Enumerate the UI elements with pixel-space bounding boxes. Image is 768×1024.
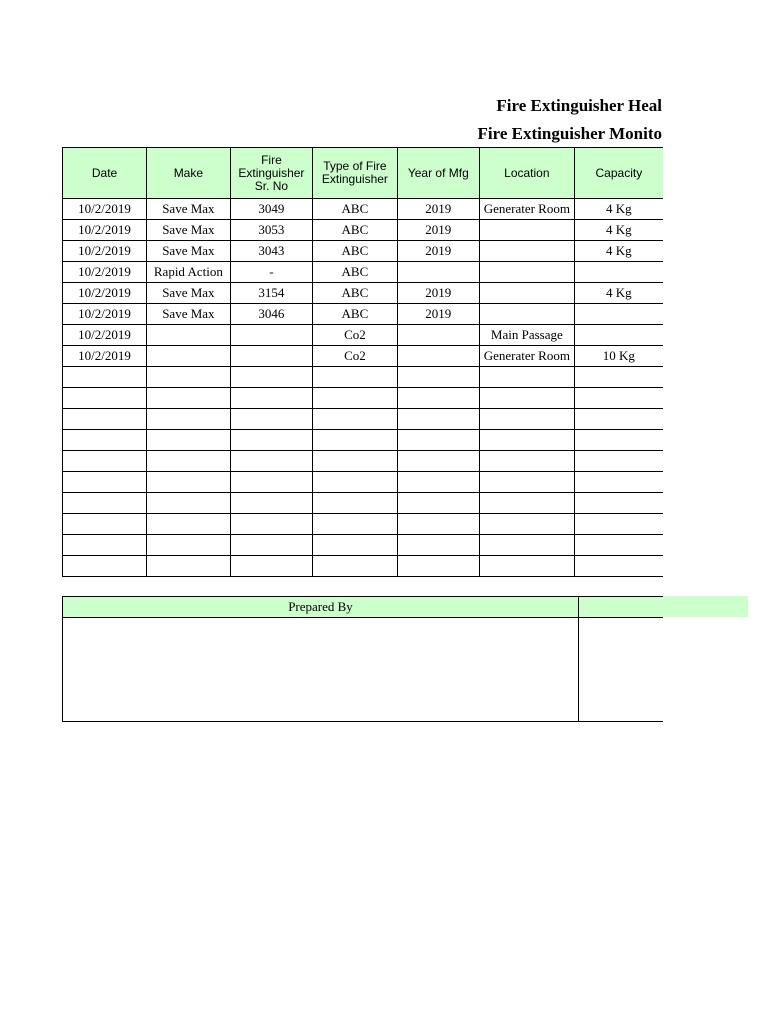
cell-capacity bbox=[574, 388, 663, 409]
cell-type: Co2 bbox=[313, 325, 397, 346]
cell-year-of-mfg bbox=[397, 430, 479, 451]
column-header-serial-no: Fire Extinguisher Sr. No bbox=[230, 148, 313, 199]
cell-capacity bbox=[574, 304, 663, 325]
cell-capacity: 4 Kg bbox=[574, 199, 663, 220]
cell-year-of-mfg: 2019 bbox=[397, 283, 479, 304]
table-row bbox=[63, 220, 664, 241]
cell-serial-no bbox=[230, 451, 313, 472]
cell-serial-no: 3043 bbox=[230, 241, 313, 262]
cell-location bbox=[479, 535, 574, 556]
cell-serial-no bbox=[230, 367, 313, 388]
cell-type: ABC bbox=[313, 304, 397, 325]
cell-serial-no bbox=[230, 535, 313, 556]
cell-location bbox=[479, 472, 574, 493]
cell-capacity bbox=[574, 367, 663, 388]
cell-capacity bbox=[574, 514, 663, 535]
prepared-by-right-box bbox=[578, 617, 663, 722]
cell-year-of-mfg: 2019 bbox=[397, 220, 479, 241]
cell-date bbox=[63, 367, 147, 388]
cell-type bbox=[313, 472, 397, 493]
cell-date bbox=[63, 514, 147, 535]
cell-make bbox=[147, 514, 231, 535]
document-subtitle: Fire Extinguisher Monito bbox=[477, 124, 662, 143]
cell-serial-no bbox=[230, 472, 313, 493]
cell-location bbox=[479, 283, 574, 304]
cell-make bbox=[147, 430, 231, 451]
cell-serial-no bbox=[230, 388, 313, 409]
cell-location: Generater Room bbox=[479, 346, 574, 367]
inspection-table bbox=[62, 147, 663, 577]
table-body bbox=[63, 199, 664, 577]
cell-serial-no bbox=[230, 493, 313, 514]
cell-capacity bbox=[574, 535, 663, 556]
cell-date: 10/2/2019 bbox=[63, 199, 147, 220]
column-header-make: Make bbox=[147, 148, 231, 199]
cell-serial-no: 3154 bbox=[230, 283, 313, 304]
table-row bbox=[63, 262, 664, 283]
cell-location bbox=[479, 304, 574, 325]
cell-date: 10/2/2019 bbox=[63, 241, 147, 262]
cell-make bbox=[147, 556, 231, 577]
table-row bbox=[63, 493, 664, 514]
cell-type bbox=[313, 430, 397, 451]
cell-year-of-mfg bbox=[397, 556, 479, 577]
cell-location bbox=[479, 409, 574, 430]
cell-location bbox=[479, 367, 574, 388]
cell-serial-no: 3053 bbox=[230, 220, 313, 241]
table-row bbox=[63, 304, 664, 325]
cell-year-of-mfg bbox=[397, 388, 479, 409]
column-header-capacity: Capacity bbox=[574, 148, 663, 199]
cell-capacity bbox=[574, 451, 663, 472]
cell-capacity bbox=[574, 325, 663, 346]
document-title: Fire Extinguisher Heal bbox=[496, 96, 662, 115]
cell-date bbox=[63, 409, 147, 430]
cell-location bbox=[479, 388, 574, 409]
table-header-row bbox=[63, 148, 664, 199]
cell-date: 10/2/2019 bbox=[63, 346, 147, 367]
cell-date bbox=[63, 430, 147, 451]
cell-make: Save Max bbox=[147, 283, 231, 304]
cell-date: 10/2/2019 bbox=[63, 325, 147, 346]
cell-type bbox=[313, 451, 397, 472]
cell-location bbox=[479, 493, 574, 514]
cell-date: 10/2/2019 bbox=[63, 304, 147, 325]
table-row bbox=[63, 430, 664, 451]
cell-type bbox=[313, 388, 397, 409]
cell-type: ABC bbox=[313, 199, 397, 220]
cell-type bbox=[313, 367, 397, 388]
cell-make: Save Max bbox=[147, 199, 231, 220]
cell-year-of-mfg bbox=[397, 346, 479, 367]
cell-year-of-mfg bbox=[397, 262, 479, 283]
cell-make bbox=[147, 346, 231, 367]
cell-type: ABC bbox=[313, 262, 397, 283]
cell-make bbox=[147, 325, 231, 346]
cell-serial-no bbox=[230, 409, 313, 430]
cell-location bbox=[479, 451, 574, 472]
table-row bbox=[63, 514, 664, 535]
column-header-type: Type of Fire Extinguisher bbox=[313, 148, 397, 199]
cell-capacity bbox=[574, 430, 663, 451]
cell-date: 10/2/2019 bbox=[63, 283, 147, 304]
cell-year-of-mfg: 2019 bbox=[397, 199, 479, 220]
column-header-location: Location bbox=[479, 148, 574, 199]
cell-year-of-mfg: 2019 bbox=[397, 241, 479, 262]
cell-year-of-mfg bbox=[397, 409, 479, 430]
cell-date bbox=[63, 388, 147, 409]
cell-capacity: 4 Kg bbox=[574, 241, 663, 262]
cell-serial-no bbox=[230, 325, 313, 346]
cell-year-of-mfg bbox=[397, 535, 479, 556]
cell-capacity bbox=[574, 493, 663, 514]
cell-location bbox=[479, 262, 574, 283]
cell-make bbox=[147, 388, 231, 409]
cell-year-of-mfg bbox=[397, 451, 479, 472]
cell-date bbox=[63, 472, 147, 493]
cell-serial-no: - bbox=[230, 262, 313, 283]
cell-year-of-mfg bbox=[397, 325, 479, 346]
cell-location bbox=[479, 220, 574, 241]
cell-make bbox=[147, 535, 231, 556]
cell-type bbox=[313, 514, 397, 535]
prepared-by-header-right-cell bbox=[578, 596, 663, 618]
table-row bbox=[63, 325, 664, 346]
table-row bbox=[63, 451, 664, 472]
table-row bbox=[63, 472, 664, 493]
cell-make bbox=[147, 367, 231, 388]
cell-type: ABC bbox=[313, 283, 397, 304]
cell-date bbox=[63, 535, 147, 556]
cell-capacity bbox=[574, 472, 663, 493]
prepared-by-signature-box bbox=[62, 617, 579, 722]
cell-type bbox=[313, 535, 397, 556]
inspection-table-viewport bbox=[62, 147, 663, 577]
cell-type bbox=[313, 409, 397, 430]
cell-date bbox=[63, 451, 147, 472]
cell-type: Co2 bbox=[313, 346, 397, 367]
cell-date: 10/2/2019 bbox=[63, 220, 147, 241]
column-header-date: Date bbox=[63, 148, 147, 199]
table-row bbox=[63, 535, 664, 556]
cell-location bbox=[479, 241, 574, 262]
table-row bbox=[63, 388, 664, 409]
cell-year-of-mfg bbox=[397, 472, 479, 493]
cell-capacity: 4 Kg bbox=[574, 220, 663, 241]
cell-make bbox=[147, 472, 231, 493]
cell-type bbox=[313, 493, 397, 514]
cell-year-of-mfg bbox=[397, 514, 479, 535]
cell-make bbox=[147, 409, 231, 430]
cell-date bbox=[63, 493, 147, 514]
prepared-by-header-band bbox=[62, 596, 748, 617]
cell-location bbox=[479, 430, 574, 451]
table-row bbox=[63, 241, 664, 262]
cell-make: Save Max bbox=[147, 304, 231, 325]
cell-make: Save Max bbox=[147, 220, 231, 241]
cell-serial-no: 3046 bbox=[230, 304, 313, 325]
cell-make: Save Max bbox=[147, 241, 231, 262]
cell-capacity bbox=[574, 556, 663, 577]
cell-serial-no bbox=[230, 346, 313, 367]
cell-location: Generater Room bbox=[479, 199, 574, 220]
prepared-by-label: Prepared By bbox=[62, 596, 579, 618]
cell-location: Main Passage bbox=[479, 325, 574, 346]
cell-year-of-mfg bbox=[397, 493, 479, 514]
cell-date: 10/2/2019 bbox=[63, 262, 147, 283]
cell-capacity bbox=[574, 409, 663, 430]
cell-serial-no bbox=[230, 430, 313, 451]
prepared-by-section bbox=[62, 596, 748, 723]
table-row bbox=[63, 283, 664, 304]
cell-year-of-mfg: 2019 bbox=[397, 304, 479, 325]
cell-capacity: 10 Kg bbox=[574, 346, 663, 367]
cell-year-of-mfg bbox=[397, 367, 479, 388]
table-row bbox=[63, 556, 664, 577]
cell-type: ABC bbox=[313, 220, 397, 241]
cell-make: Rapid Action bbox=[147, 262, 231, 283]
cell-serial-no bbox=[230, 556, 313, 577]
cell-make bbox=[147, 451, 231, 472]
cell-serial-no bbox=[230, 514, 313, 535]
cell-make bbox=[147, 493, 231, 514]
cell-type: ABC bbox=[313, 241, 397, 262]
cell-location bbox=[479, 556, 574, 577]
table-row bbox=[63, 367, 664, 388]
cell-type bbox=[313, 556, 397, 577]
table-row bbox=[63, 199, 664, 220]
cell-capacity bbox=[574, 262, 663, 283]
table-row bbox=[63, 346, 664, 367]
column-header-year-of-mfg: Year of Mfg bbox=[397, 148, 479, 199]
cell-serial-no: 3049 bbox=[230, 199, 313, 220]
table-row bbox=[63, 409, 664, 430]
cell-date bbox=[63, 556, 147, 577]
cell-location bbox=[479, 514, 574, 535]
cell-capacity: 4 Kg bbox=[574, 283, 663, 304]
